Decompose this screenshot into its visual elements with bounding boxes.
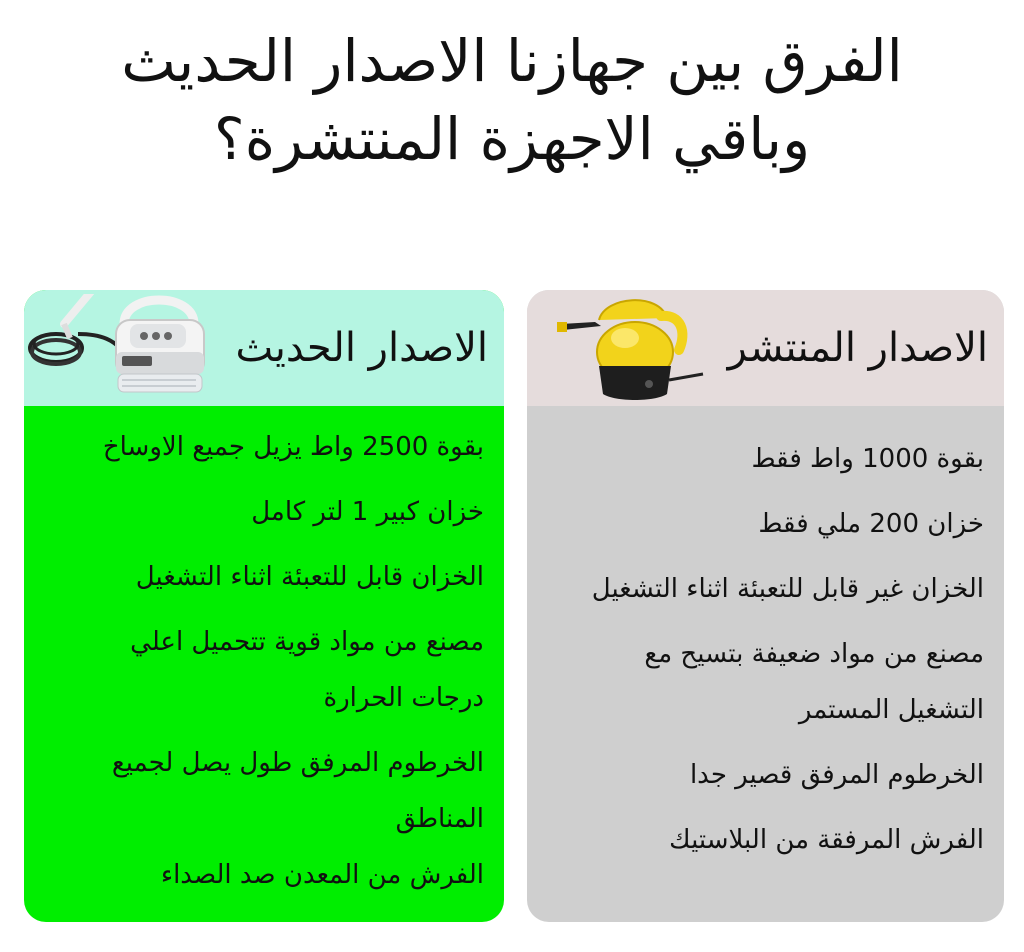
feature-line: الخزان غير قابل للتعبئة اثناء التشغيل	[591, 574, 984, 604]
steam-cleaner-white-icon	[24, 294, 224, 402]
common-version-label: الاصدار المنتشر	[727, 325, 988, 371]
feature-line: بقوة 2500 واط يزيل جميع الاوساخ	[102, 432, 484, 462]
feature-line: الخرطوم المرفق قصير جدا	[689, 760, 984, 790]
feature-line: بقوة 1000 واط فقط	[751, 444, 984, 474]
feature-line: التشغيل المستمر	[798, 695, 984, 725]
feature-line: مصنع من مواد قوية تتحميل اعلي	[130, 627, 484, 657]
common-version-header	[527, 290, 1004, 406]
feature-line: درجات الحرارة	[323, 683, 484, 713]
new-version-label: الاصدار الحديث	[235, 325, 488, 371]
common-version-card	[527, 290, 1004, 922]
feature-line: المناطق	[395, 804, 484, 834]
title-line-2: وباقي الاجهزة المنتشرة؟	[213, 105, 811, 173]
title-line-1: الفرق بين جهازنا الاصدار الحديث	[121, 27, 903, 95]
common-version-features	[527, 406, 1004, 857]
page-title	[0, 22, 1024, 178]
feature-line: الخزان قابل للتعبئة اثناء التشغيل	[135, 562, 484, 592]
steam-cleaner-yellow-icon	[555, 292, 705, 404]
feature-line: الفرش من المعدن صد الصداء	[160, 860, 484, 890]
feature-line: مصنع من مواد ضعيفة بتسيح مع	[644, 639, 984, 669]
feature-line: الخرطوم المرفق طول يصل لجميع	[111, 748, 484, 778]
feature-line: خزان كبير 1 لتر كامل	[251, 497, 484, 527]
new-version-header	[24, 290, 504, 406]
new-version-card	[24, 290, 504, 922]
feature-line: الفرش المرفقة من البلاستيك	[669, 825, 984, 855]
feature-line: خزان 200 ملي فقط	[758, 509, 984, 539]
new-version-features	[24, 406, 504, 892]
